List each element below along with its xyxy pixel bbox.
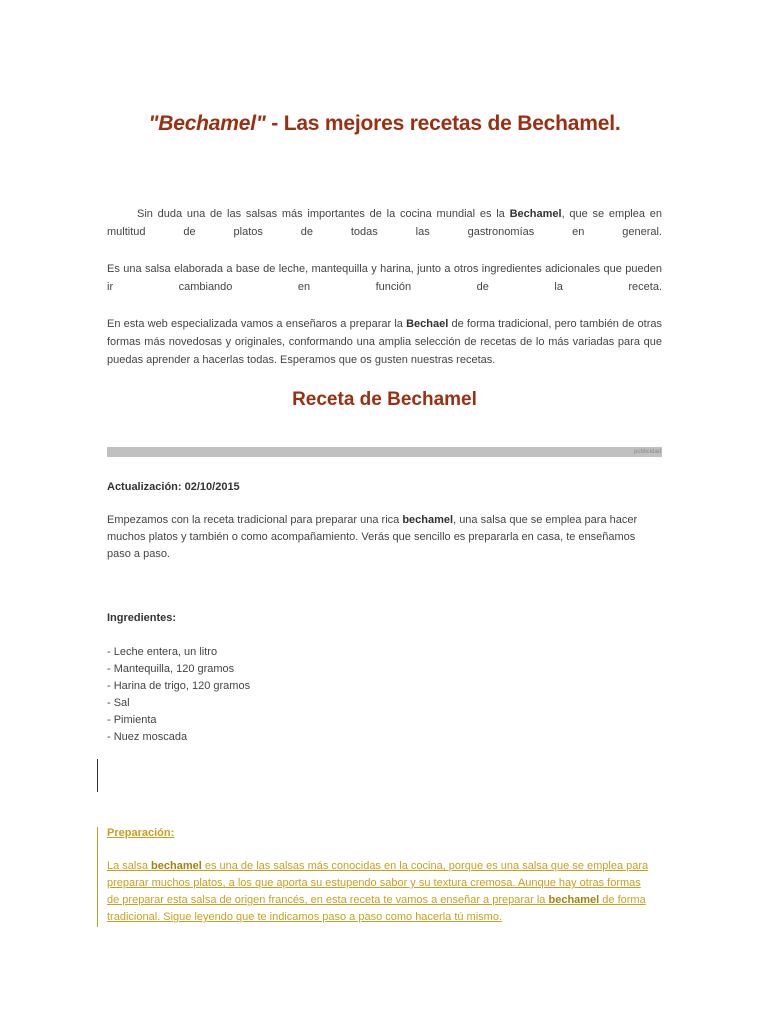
ingredient-item: - Mantequilla, 120 gramos <box>107 663 235 675</box>
intro-paragraph-2: Es una salsa elaborada a base de leche, mantequilla y harina, junto a otros ingredientes adicionales que pueden ir cambiando en función de la receta. <box>107 263 662 293</box>
ingredient-item: - Harina de trigo, 120 gramos <box>107 680 251 692</box>
update-date: Actualización: 02/10/2015 <box>107 481 240 493</box>
prep-bold-2: bechamel <box>548 894 600 906</box>
page-title-italic: "Bechamel" <box>148 112 266 135</box>
recipe-intro <box>107 512 657 563</box>
intro-p3-text-c: de forma tradicional, pero también de otras formas más novedosas y originales, conformando una amplia selección de recetas de lo más variadas para que puedas aprender a hacerlas todas. Esperamos que os gusten nuestras recetas. <box>107 318 662 366</box>
preparation-title-link[interactable]: Preparación: <box>107 827 175 839</box>
intro-p1-text-c: , que se emplea en multitud de platos de todas las gastronomías en general. <box>107 208 662 238</box>
intro-p1-text-a: Sin duda una de las salsas más importantes de la cocina mundial es la <box>137 208 510 220</box>
preparation-text <box>107 858 652 926</box>
prep-text-1: La salsa <box>107 860 152 872</box>
intro-section <box>107 205 662 388</box>
section-title: Receta de Bechamel <box>292 389 477 410</box>
preparation-border <box>97 827 98 927</box>
ingredient-item: - Sal <box>107 697 130 709</box>
intro-p1-bold: Bechamel <box>509 208 562 220</box>
intro-p3-bold: Bechael <box>406 318 449 330</box>
recipe-intro-text-a: Empezamos con la receta tradicional para preparar una rica <box>107 514 403 526</box>
page-title <box>107 112 662 136</box>
intro-paragraph-3 <box>107 315 662 369</box>
prep-bold-1: bechamel <box>151 860 202 872</box>
preparation-link[interactable] <box>107 860 648 923</box>
ingredient-item: - Leche entera, un litro <box>107 646 218 658</box>
ingredients-title: Ingredientes: <box>107 612 177 624</box>
preparation-section <box>107 825 652 926</box>
prep-text-3: de forma tradicional. Sigue leyendo que te indicamos paso a paso como hacerla tú mismo. <box>107 894 646 923</box>
prep-text-2: es una de las salsas más conocidas en la cocina, porque es una salsa que se emplea para preparar muchos platos, a los que aporta su estupendo sabor y su textura cremosa. Aunque hay otras formas de preparar esta salsa de origen francés, en esta receta te vamos a enseñar a preparar la <box>107 860 649 906</box>
ad-label: publicidad <box>633 449 661 455</box>
ingredient-item: - Nuez moscada <box>107 731 188 743</box>
ingredients-list <box>107 644 662 746</box>
advertisement-bar[interactable] <box>107 447 662 457</box>
recipe-intro-text-c: , una salsa que se emplea para hacer muchos platos y también o como acompañamiento. Verás que sencillo es prepararla en casa, te enseñamos paso a paso. <box>107 514 638 560</box>
preparation-title <box>107 825 652 842</box>
intro-p3-text-a: En esta web especializada vamos a enseñaros a preparar la <box>107 318 407 330</box>
intro-paragraph-1 <box>107 205 662 241</box>
ingredient-item: - Pimienta <box>107 714 157 726</box>
page-title-rest: - Las mejores recetas de Bechamel. <box>265 112 621 135</box>
text-cursor <box>97 759 98 792</box>
recipe-intro-bold: bechamel <box>402 514 454 526</box>
recipe-section <box>107 479 662 746</box>
